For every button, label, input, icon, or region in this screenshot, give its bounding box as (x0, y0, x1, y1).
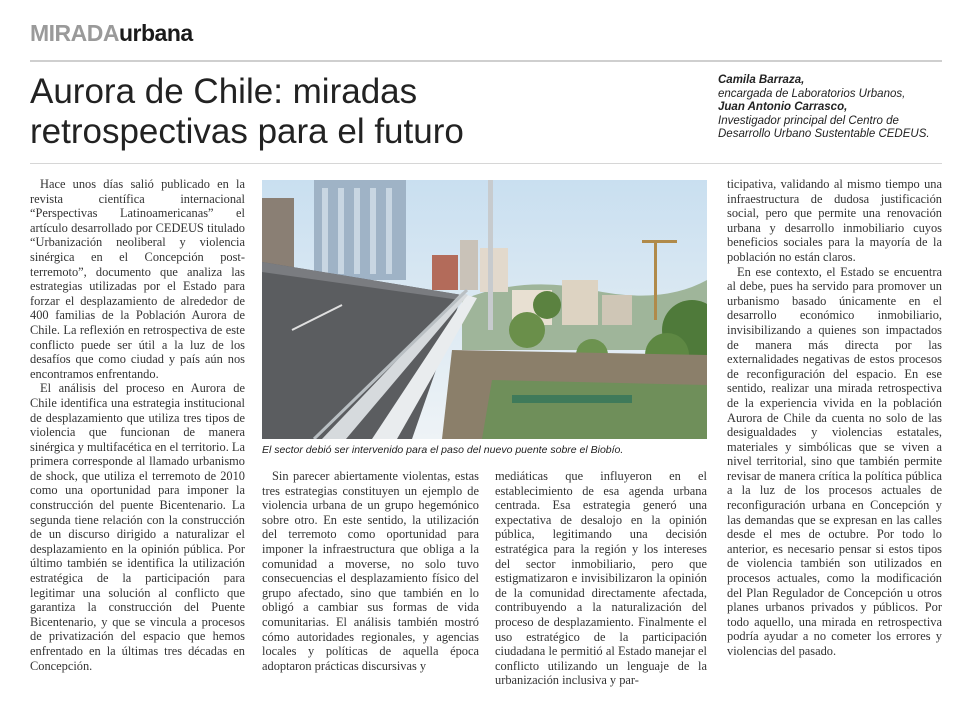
body-column-2 (262, 469, 479, 673)
section-header (30, 20, 193, 47)
article-photo (262, 180, 707, 439)
paragraph: Sin parecer abiertamente violentas, estas tres estrategias constituyen un ejemplo de violencia urbana de un grupo hegemónico sobre otro. En este sentido, la utilización del terremoto como oportunidad para imponer la infraestructura que obliga a la comunidad a moverse, no solo tuvo consecuencias el desplazamiento físico del grupo afectado, sino que también en lo obligó a cambiar sus formas de vida comunitarias. El análisis también mostró cómo autoridades regionales, y agencias locales y políticas de aquella época adoptaron prácticas discursivas y (262, 469, 479, 673)
section-label-mirada: MIRADA (30, 20, 119, 46)
headline-line-2: retrospectivas para el futuro (30, 112, 464, 151)
bridge-construction-illustration (262, 180, 707, 439)
author-name-1: Camila Barraza, (718, 74, 805, 86)
paragraph: En ese contexto, el Estado se encuentra al debe, pues ha servido para promover un urbanismo basado únicamente en el desarrollo económico inmobiliario, invisibilizando a quienes son impactados de manera más directa por las externalidades negativas de estos procesos de reconfiguración del espacio. En ese sentido, realizar una mirada retrospectiva de la experiencia vivida en la población Aurora de Chile da cuenta no solo de las desigualdades y violencias estatales, materiales y simbólicas que se viven a nivel territorial, sino que también permite revisar de manera crítica la política pública a la luz de los procesos actuales de reconfiguración urbana en Concepción y las demandas que se expresan en las calles desde el mes de octubre. Por todo lo anterior, es necesario pensar si estos tipos de violencia también son utilizados en procesos actuales, como la modificación del Plan Regulador de Concepción u otros planes urbanos privados y públicos. Por todo aquello, una mirada en retrospectiva podría ayudar a no cometer los errores y violencias del pasado. (727, 264, 942, 658)
paragraph: ticipativa, validando al mismo tiempo una infraestructura de dudosa justificación social, pero que permite una renovación urbana y desarrollo inmobiliario cuyos beneficios sociales para la mayoría de la población no están claros. (727, 177, 942, 264)
photo-caption: El sector debió ser intervenido para el paso del nuevo puente sobre el Biobío. (262, 444, 624, 456)
header-divider (30, 163, 942, 164)
byline (718, 74, 950, 142)
top-divider (30, 60, 942, 62)
paragraph: El análisis del proceso en Aurora de Chile identifica una estrategia institucional de desplazamiento que utiliza tres tipos de violencia que funcionan de manera sinérgica y multifacética en el territorio. La primera corresponde al llamado urbanismo de shock, que utiliza el terremoto de 2010 como una oportunidad para imponer la construcción del puente Bicentenario. La segunda tiene relación con la construcción de un discurso dirigido a naturalizar el desplazamiento en la opinión pública. Por último también se identifica la utilización estratégica de la participación para legitimar una solución al conflicto que garantiza la construcción del Puente Bicentenario, y que se vincula a procesos de privatización del espacio que hemos enfrentado en la últimas tres décadas en Concepción. (30, 381, 245, 673)
body-column-4 (727, 177, 942, 659)
article-headline (30, 72, 670, 152)
paragraph: Hace unos días salió publicado en la revista científica internacional “Perspectivas Latinoamericanas” el artículo desarrollado por CEDEUS titulado “Urbanización neoliberal y violencia sinérgica en el Concepción post-terremoto”, documento que analiza las estrategias utilizadas por el Estado para forzar el desplazamiento de alrededor de 400 familias de la Población Aurora de Chile. La reflexión en retrospectiva de este conflicto puede ser útil a la luz de los desafíos que como ciudad y país aún nos encontramos enfrentando. (30, 177, 245, 381)
author-name-2: Juan Antonio Carrasco, (718, 101, 848, 113)
headline-line-1: Aurora de Chile: miradas (30, 72, 418, 111)
body-column-1 (30, 177, 245, 673)
body-column-3 (495, 469, 707, 688)
author-role-2a: Investigador principal del Centro de (718, 114, 899, 127)
section-label-urbana: urbana (119, 20, 193, 46)
paragraph: mediáticas que influyeron en el establecimiento de esa agenda urbana centrada. Esa estrategia generó una expectativa de desalojo en la opinión pública, legitimando una decisión estratégica para la región y los intereses del sector inmobiliario, pero que estigmatizaron e invisibilizaron la opinión de la comunidad directamente afectada, contribuyendo a la naturalización del proceso de desplazamiento. Finalmente el uso estratégico de la participación ciudadana le permitió al Estado manejar el conflicto utilizando un lenguaje de la urbanización inclusiva y par- (495, 469, 707, 688)
author-role-2b: Desarrollo Urbano Sustentable CEDEUS. (718, 128, 930, 140)
author-role-1: encargada de Laboratorios Urbanos, (718, 87, 906, 100)
